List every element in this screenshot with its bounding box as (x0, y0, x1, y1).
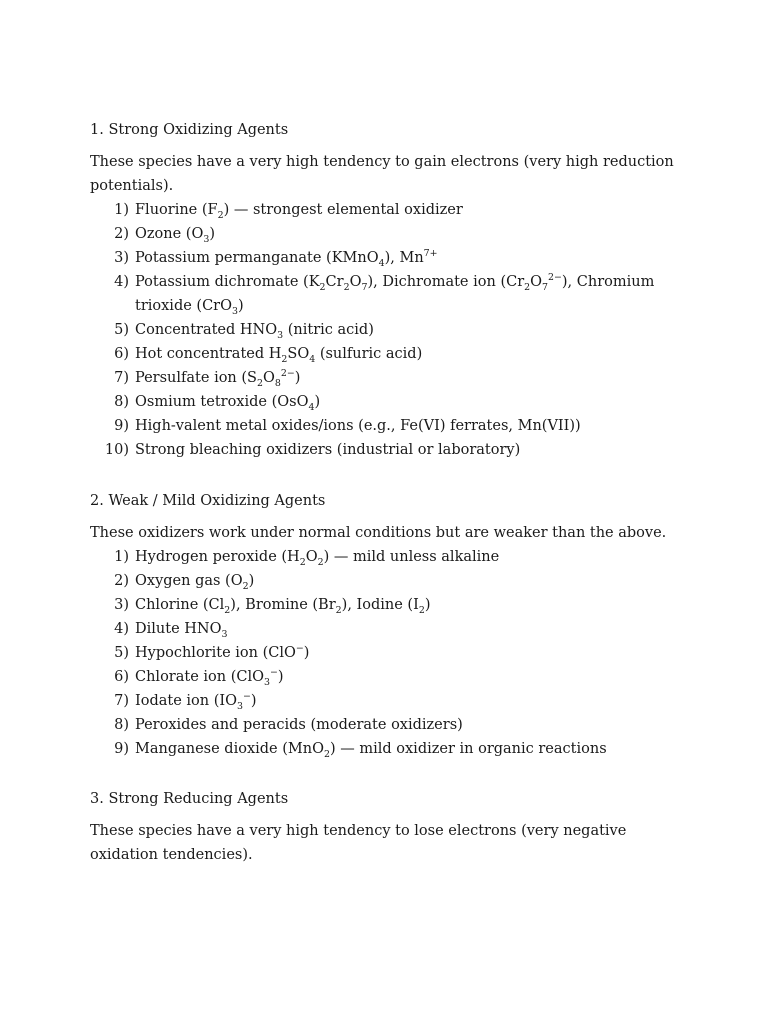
list-item-number: 2) (114, 226, 129, 242)
list-item-text: Fluorine $(F_2)$ — strongest elemental oxidizer (135, 202, 463, 221)
list-item-number: 5) (114, 645, 129, 661)
list-item-number: 4) (114, 621, 129, 637)
list-item (90, 665, 680, 689)
list-item-text: Hot concentrated $H_2SO_4$ (sulfuric acid) (135, 346, 423, 365)
list-item (90, 593, 680, 617)
list-item (90, 689, 680, 713)
list-item-number: 2) (114, 573, 129, 589)
list-item-number: 9) (114, 418, 129, 434)
list-item-text: Hydrogen peroxide $(H_2O_2)$ — mild unless alkaline (135, 549, 500, 568)
item-list (90, 545, 680, 761)
list-item-text: Chlorine $(Cl_2)$, Bromine $(Br_2)$, Iodine $(I_2)$ (135, 597, 431, 616)
list-item (90, 270, 680, 318)
list-item (90, 713, 680, 737)
list-item-text: Manganese dioxide (MnO$_2$) — mild oxidizer in organic reactions (135, 741, 607, 760)
list-item-text: Hypochlorite ion (ClO−) (135, 643, 310, 661)
list-item (90, 318, 680, 342)
list-item-text: Oxygen gas $(O_2)$ (135, 573, 255, 592)
list-item (90, 545, 680, 569)
list-item-text: Concentrated $HNO_3$ (nitric acid) (135, 322, 374, 341)
item-list (90, 198, 680, 462)
list-item-number: 5) (114, 322, 129, 338)
list-item-number: 9) (114, 741, 129, 757)
list-item-number: 6) (114, 346, 129, 362)
list-item-text: Dilute $HNO_3$ (135, 621, 228, 640)
list-item (90, 246, 680, 270)
list-item-text: Potassium dichromate $(K_2Cr_2O_7)$, Dichromate ion $(Cr_2O_7^{2-})$, Chromium trioxide (CrO$_3$) (135, 272, 655, 317)
list-item-text: High-valent metal oxides/ions (e.g., Fe(VI) ferrates, Mn(VII)) (135, 418, 581, 434)
list-item-number: 10) (104, 442, 129, 458)
section-intro: These species have a very high tendency to lose electrons (very negative oxidation tendencies). (90, 823, 627, 863)
section-heading: 2. Weak / Mild Oxidizing Agents (90, 493, 326, 509)
list-item (90, 222, 680, 246)
list-item-text: Persulfate ion $(S_2O_8^{2-})$ (135, 368, 301, 389)
list-item-number: 1) (114, 202, 129, 218)
list-item-number: 1) (114, 549, 129, 565)
list-item-text: Strong bleaching oxidizers (industrial or laboratory) (135, 442, 521, 458)
list-item-number: 7) (114, 693, 129, 709)
section-heading: 1. Strong Oxidizing Agents (90, 122, 289, 138)
list-item (90, 366, 680, 390)
list-item-text: Peroxides and peracids (moderate oxidizers) (135, 717, 463, 733)
list-item-number: 7) (114, 370, 129, 386)
list-item-number: 3) (114, 250, 129, 266)
list-item (90, 390, 680, 414)
section-intro: These oxidizers work under normal conditions but are weaker than the above. (90, 525, 667, 541)
list-item-number: 8) (114, 394, 129, 410)
list-item-text: Potassium permanganate (KMnO$_4$), $Mn^{7+}$ (135, 248, 438, 269)
list-item-number: 3) (114, 597, 129, 613)
section-heading: 3. Strong Reducing Agents (90, 791, 289, 807)
section-weak-oxidizing (90, 489, 680, 761)
list-item-number: 8) (114, 717, 129, 733)
section-intro: These species have a very high tendency to gain electrons (very high reduction potentials). (90, 154, 674, 194)
section-strong-oxidizing (90, 118, 680, 462)
list-item (90, 342, 680, 366)
list-item-text: Osmium tetroxide (OsO$_4$) (135, 394, 321, 413)
list-item (90, 737, 680, 761)
list-item-text: Ozone $(O_3)$ (135, 226, 216, 245)
list-item-text: Iodate ion $(IO_3^-)$ (135, 691, 257, 712)
section-strong-reducing (90, 787, 680, 867)
list-item (90, 641, 680, 665)
list-item (90, 617, 680, 641)
list-item (90, 438, 680, 462)
list-item (90, 414, 680, 438)
list-item-number: 4) (114, 274, 129, 290)
list-item (90, 569, 680, 593)
list-item (90, 198, 680, 222)
list-item-text: Chlorate ion (ClO$_3$−) (135, 667, 284, 688)
list-item-number: 6) (114, 669, 129, 685)
